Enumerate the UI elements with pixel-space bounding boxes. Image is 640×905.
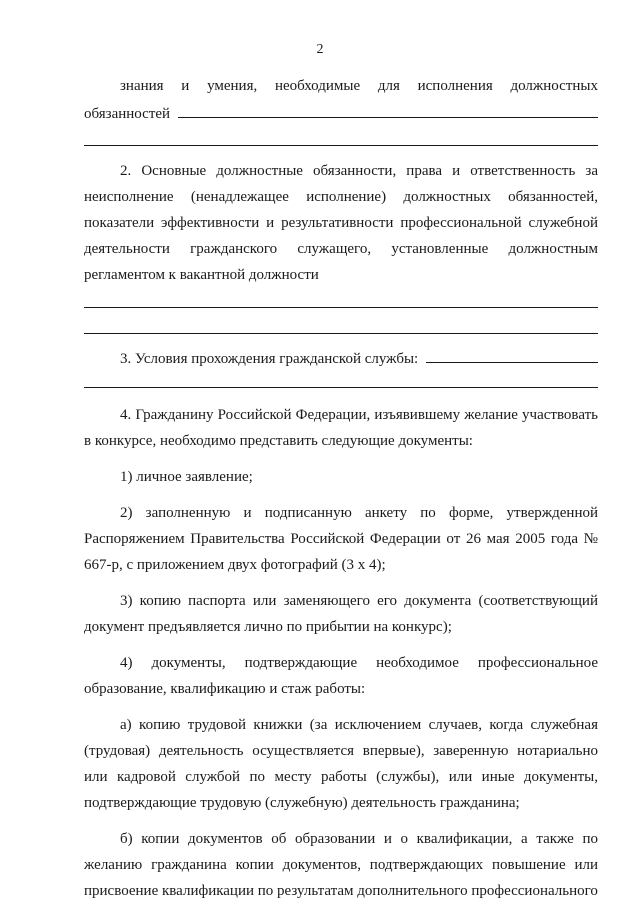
blank-rule-3 (84, 332, 598, 334)
duties-label: обязанностей (84, 106, 171, 122)
item-4a: а) копию трудовой книжки (за исключением случаев, когда служебная (трудовая) деятельность осуществляется впервые), заверенную нотариально или кадровой службой по месту работы (службы), или иные документы, подтверждающие трудовую (служебную) деятельность гражданина; (84, 717, 598, 811)
conditions-blank-line (426, 344, 598, 363)
item-2: 2) заполненную и подписанную анкету по форме, утвержденной Распоряжением Правительства Российской Федерации от 26 мая 2005 года № 667-р, с приложением двух фотографий (3 х 4); (84, 505, 598, 573)
duties-fill-line (84, 99, 598, 127)
item-4b: б) копии документов об образовании и о квалификации, а также по желанию гражданина копии документов, подтверждающих повышение или присвоение квалификации по результатам дополнительного профессионального (84, 831, 598, 899)
page-number: 2 (316, 42, 324, 57)
conditions-label: 3. Условия прохождения гражданской службы: (120, 351, 419, 367)
item-3: 3) копию паспорта или заменяющего его документа (соответствующий документ предъявляется лично по прибытии на конкурс); (84, 593, 598, 635)
blank-rule-1 (84, 144, 598, 146)
duties-blank-line (178, 99, 598, 118)
paragraph-1-line-1: знания и умения, необходимые для исполнения должностных (120, 78, 598, 94)
document-body (84, 73, 598, 904)
conditions-fill-line (84, 344, 598, 372)
paragraph-4: 4. Гражданину Российской Федерации, изъявившему желание участвовать в конкурсе, необходимо представить следующие документы: (84, 407, 598, 449)
blank-rule-4 (84, 386, 598, 388)
item-4: 4) документы, подтверждающие необходимое профессиональное образование, квалификацию и стаж работы: (84, 655, 598, 697)
item-1: 1) личное заявление; (120, 469, 253, 485)
paragraph-2: 2. Основные должностные обязанности, права и ответственность за неисполнение (ненадлежащее исполнение) должностных обязанностей, показатели эффективности и результативности профессиональной служебной деятельности гражданского служащего, установленные должностным регламентом к вакантной должности (84, 163, 598, 283)
